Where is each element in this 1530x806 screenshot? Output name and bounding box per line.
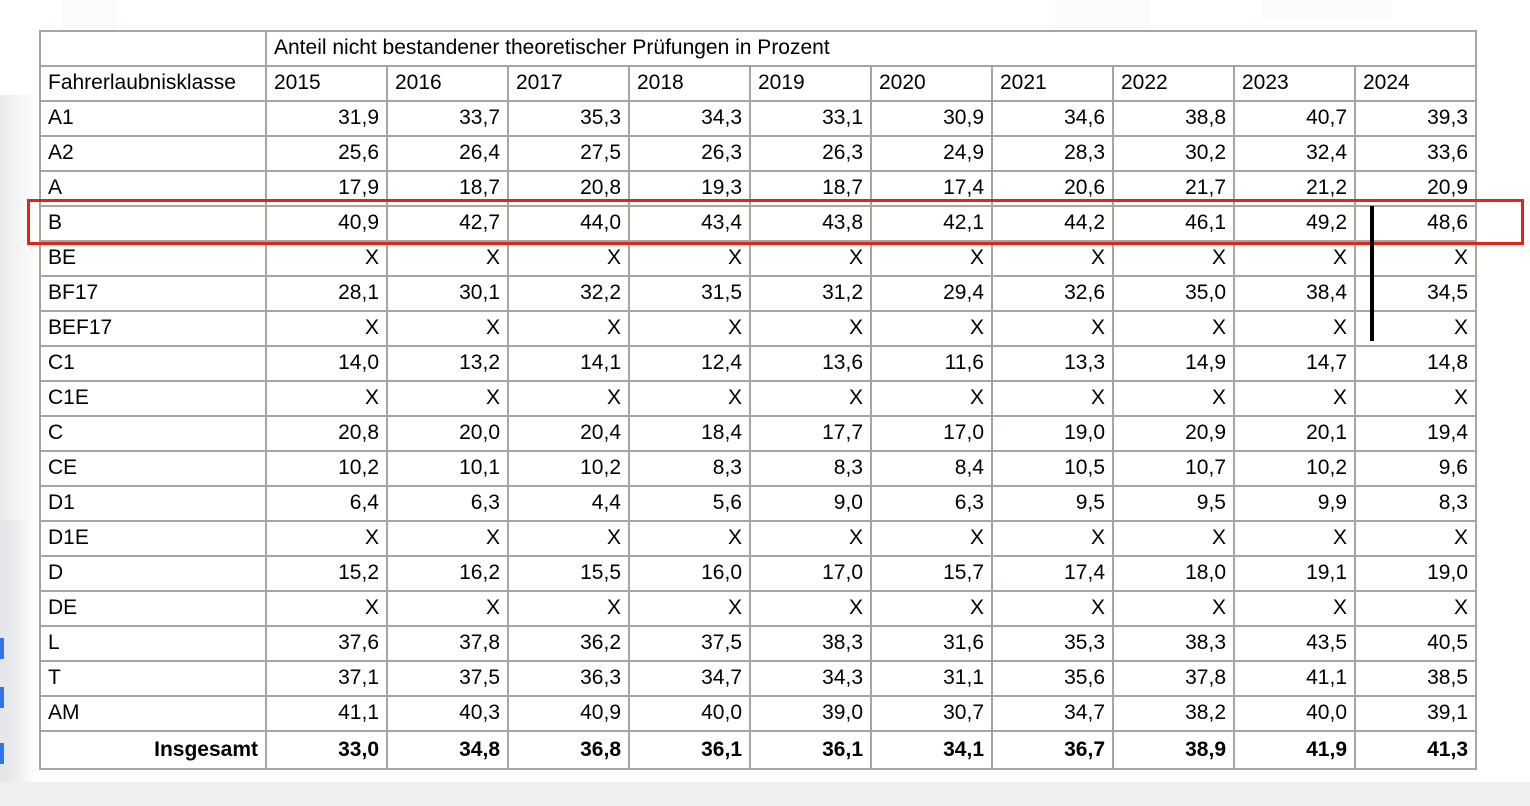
value-cell[interactable]: 26,3 (750, 136, 871, 171)
column-header-year[interactable]: 2023 (1234, 66, 1355, 101)
value-cell[interactable]: 30,9 (871, 101, 992, 136)
value-cell[interactable]: 30,7 (871, 696, 992, 731)
value-cell[interactable]: 15,2 (266, 556, 387, 591)
value-cell[interactable]: 9,5 (1113, 486, 1234, 521)
value-cell[interactable]: 10,2 (508, 451, 629, 486)
value-cell[interactable]: 10,7 (1113, 451, 1234, 486)
value-cell[interactable]: X (266, 311, 387, 346)
value-cell[interactable]: 17,4 (871, 171, 992, 206)
value-cell[interactable]: 14,1 (508, 346, 629, 381)
value-cell[interactable]: 40,0 (629, 696, 750, 731)
value-cell[interactable]: 9,5 (992, 486, 1113, 521)
value-cell[interactable]: 34,1 (871, 731, 992, 769)
value-cell[interactable]: X (992, 521, 1113, 556)
value-cell[interactable]: X (387, 381, 508, 416)
value-cell[interactable]: X (266, 521, 387, 556)
value-cell[interactable]: X (1113, 381, 1234, 416)
window-edge-artifact (0, 687, 4, 708)
row-label[interactable]: AM (40, 696, 266, 731)
value-cell[interactable]: X (1113, 311, 1234, 346)
value-cell[interactable]: 21,7 (1113, 171, 1234, 206)
value-cell[interactable]: 32,2 (508, 276, 629, 311)
column-header-year[interactable]: 2021 (992, 66, 1113, 101)
row-label[interactable]: BF17 (40, 276, 266, 311)
value-cell[interactable]: 8,3 (1355, 486, 1476, 521)
left-background-fold (0, 520, 30, 806)
value-cell[interactable]: 20,6 (992, 171, 1113, 206)
value-cell[interactable]: 17,9 (266, 171, 387, 206)
value-cell[interactable]: 43,8 (750, 206, 871, 241)
value-cell[interactable]: 17,7 (750, 416, 871, 451)
value-cell[interactable]: X (750, 521, 871, 556)
value-cell[interactable]: 37,5 (629, 626, 750, 661)
value-cell[interactable]: 40,3 (387, 696, 508, 731)
value-cell[interactable]: 6,3 (387, 486, 508, 521)
value-cell[interactable]: X (1234, 241, 1355, 276)
value-cell[interactable]: 20,9 (1355, 171, 1476, 206)
value-cell[interactable]: 37,1 (266, 661, 387, 696)
value-cell[interactable]: 8,4 (871, 451, 992, 486)
value-cell[interactable]: X (992, 591, 1113, 626)
value-cell[interactable]: 34,5 (1355, 276, 1476, 311)
window-edge-artifact (0, 638, 4, 659)
empty-corner-area (40, 31, 266, 66)
row-label[interactable]: D1 (40, 486, 266, 521)
value-cell[interactable]: X (1234, 381, 1355, 416)
value-cell[interactable]: 35,3 (992, 626, 1113, 661)
value-cell[interactable]: 4,4 (508, 486, 629, 521)
value-cell[interactable]: 19,1 (1234, 556, 1355, 591)
value-cell[interactable]: 40,0 (1234, 696, 1355, 731)
row-label[interactable]: C1E (40, 381, 266, 416)
value-cell[interactable]: 14,7 (1234, 346, 1355, 381)
value-cell[interactable]: X (629, 381, 750, 416)
value-cell[interactable]: 18,0 (1113, 556, 1234, 591)
table-row (40, 206, 1476, 241)
value-cell[interactable]: X (1355, 591, 1476, 626)
value-cell[interactable]: 31,6 (871, 626, 992, 661)
value-cell[interactable]: X (266, 241, 387, 276)
row-label[interactable]: D (40, 556, 266, 591)
value-cell[interactable]: 34,3 (629, 101, 750, 136)
value-cell[interactable]: 32,4 (1234, 136, 1355, 171)
value-cell[interactable]: 14,9 (1113, 346, 1234, 381)
table-row (40, 521, 1476, 556)
value-cell[interactable]: 39,1 (1355, 696, 1476, 731)
value-cell[interactable]: 31,5 (629, 276, 750, 311)
value-cell[interactable]: 43,4 (629, 206, 750, 241)
value-cell[interactable]: 17,4 (992, 556, 1113, 591)
value-cell[interactable]: X (1234, 311, 1355, 346)
value-cell[interactable]: 34,7 (992, 696, 1113, 731)
value-cell[interactable]: 42,7 (387, 206, 508, 241)
row-label[interactable]: B (40, 206, 266, 241)
value-cell[interactable]: 36,7 (992, 731, 1113, 769)
value-cell[interactable]: X (266, 381, 387, 416)
value-cell[interactable]: 34,6 (992, 101, 1113, 136)
row-label[interactable]: A2 (40, 136, 266, 171)
value-cell[interactable]: 8,3 (629, 451, 750, 486)
column-header-year[interactable]: 2022 (1113, 66, 1234, 101)
bottom-background-strip (0, 782, 1530, 806)
table-row (40, 276, 1476, 311)
value-cell[interactable]: 19,3 (629, 171, 750, 206)
value-cell[interactable]: 35,3 (508, 101, 629, 136)
table-row (40, 136, 1476, 171)
table-row (40, 731, 1476, 769)
value-cell[interactable]: 18,7 (387, 171, 508, 206)
value-cell[interactable]: 38,4 (1234, 276, 1355, 311)
value-cell[interactable]: X (1355, 241, 1476, 276)
column-header-class[interactable]: Fahrerlaubnisklasse (40, 66, 266, 101)
value-cell[interactable]: 31,2 (750, 276, 871, 311)
value-cell[interactable]: 37,6 (266, 626, 387, 661)
row-label[interactable]: BE (40, 241, 266, 276)
table-title[interactable]: Anteil nicht bestandener theoretischer Prüfungen in Prozent (266, 31, 1476, 66)
value-cell[interactable]: X (387, 311, 508, 346)
value-cell[interactable]: X (1113, 241, 1234, 276)
value-cell[interactable]: 13,2 (387, 346, 508, 381)
table-row (40, 591, 1476, 626)
value-cell[interactable]: 8,3 (750, 451, 871, 486)
column-header-year[interactable]: 2019 (750, 66, 871, 101)
row-label[interactable]: C (40, 416, 266, 451)
row-label[interactable]: A (40, 171, 266, 206)
table-row (40, 241, 1476, 276)
column-header-year[interactable]: 2024 (1355, 66, 1476, 101)
value-cell[interactable]: 33,1 (750, 101, 871, 136)
value-cell[interactable]: X (871, 381, 992, 416)
value-cell[interactable]: 43,5 (1234, 626, 1355, 661)
value-cell[interactable]: 39,0 (750, 696, 871, 731)
table-row (40, 661, 1476, 696)
table-row (40, 486, 1476, 521)
value-cell[interactable]: 35,6 (992, 661, 1113, 696)
value-cell[interactable]: 34,7 (629, 661, 750, 696)
row-label[interactable]: T (40, 661, 266, 696)
value-cell[interactable]: 33,0 (266, 731, 387, 769)
value-cell[interactable]: 38,9 (1113, 731, 1234, 769)
value-cell[interactable]: 20,1 (1234, 416, 1355, 451)
value-cell[interactable]: 30,2 (1113, 136, 1234, 171)
value-cell[interactable]: 34,8 (387, 731, 508, 769)
value-cell[interactable]: 12,4 (629, 346, 750, 381)
value-cell[interactable]: 26,4 (387, 136, 508, 171)
value-cell[interactable]: 9,0 (750, 486, 871, 521)
value-cell[interactable]: 48,6 (1355, 206, 1476, 241)
value-cell[interactable]: X (508, 311, 629, 346)
table-row (40, 416, 1476, 451)
value-cell[interactable]: X (508, 381, 629, 416)
value-cell[interactable]: X (750, 311, 871, 346)
value-cell[interactable]: X (750, 591, 871, 626)
value-cell[interactable]: X (266, 591, 387, 626)
value-cell[interactable]: 10,5 (992, 451, 1113, 486)
value-cell[interactable]: X (508, 241, 629, 276)
value-cell[interactable]: 36,8 (508, 731, 629, 769)
value-cell[interactable]: 37,5 (387, 661, 508, 696)
value-cell[interactable]: 24,9 (871, 136, 992, 171)
column-header-year[interactable]: 2017 (508, 66, 629, 101)
exam-failure-rate-table (39, 30, 1477, 770)
value-cell[interactable]: 38,2 (1113, 696, 1234, 731)
value-cell[interactable]: X (1355, 381, 1476, 416)
value-cell[interactable]: 34,3 (750, 661, 871, 696)
value-cell[interactable]: 14,8 (1355, 346, 1476, 381)
value-cell[interactable]: X (1355, 521, 1476, 556)
value-cell[interactable]: 36,1 (750, 731, 871, 769)
row-label[interactable]: BEF17 (40, 311, 266, 346)
value-cell[interactable]: X (750, 381, 871, 416)
value-cell[interactable]: 5,6 (629, 486, 750, 521)
column-header-year[interactable]: 2018 (629, 66, 750, 101)
value-cell[interactable]: 20,9 (1113, 416, 1234, 451)
value-cell[interactable]: 6,4 (266, 486, 387, 521)
row-label[interactable]: CE (40, 451, 266, 486)
row-label[interactable]: D1E (40, 521, 266, 556)
value-cell[interactable]: 20,0 (387, 416, 508, 451)
value-cell[interactable]: 15,7 (871, 556, 992, 591)
value-cell[interactable]: 36,3 (508, 661, 629, 696)
value-cell[interactable]: 17,0 (750, 556, 871, 591)
value-cell[interactable]: 41,1 (266, 696, 387, 731)
value-cell[interactable]: 40,7 (1234, 101, 1355, 136)
value-cell[interactable]: X (629, 241, 750, 276)
value-cell[interactable]: 39,3 (1355, 101, 1476, 136)
value-cell[interactable]: X (1234, 521, 1355, 556)
row-label[interactable]: L (40, 626, 266, 661)
value-cell[interactable]: 11,6 (871, 346, 992, 381)
value-cell[interactable]: 44,0 (508, 206, 629, 241)
value-cell[interactable]: 6,3 (871, 486, 992, 521)
table-title-row (40, 31, 1476, 66)
row-label[interactable]: C1 (40, 346, 266, 381)
value-cell[interactable]: 38,3 (750, 626, 871, 661)
value-cell[interactable]: X (992, 381, 1113, 416)
value-cell[interactable]: X (387, 241, 508, 276)
value-cell[interactable]: 13,3 (992, 346, 1113, 381)
value-cell[interactable]: 32,6 (992, 276, 1113, 311)
value-cell[interactable]: 40,9 (508, 696, 629, 731)
value-cell[interactable]: 9,9 (1234, 486, 1355, 521)
value-cell[interactable]: 38,3 (1113, 626, 1234, 661)
value-cell[interactable]: 26,3 (629, 136, 750, 171)
column-header-year[interactable]: 2015 (266, 66, 387, 101)
value-cell[interactable]: 20,4 (508, 416, 629, 451)
value-cell[interactable]: 9,6 (1355, 451, 1476, 486)
value-cell[interactable]: 33,7 (387, 101, 508, 136)
value-cell[interactable]: 35,0 (1113, 276, 1234, 311)
value-cell[interactable]: 17,0 (871, 416, 992, 451)
value-cell[interactable]: 41,1 (1234, 661, 1355, 696)
table-row (40, 626, 1476, 661)
value-cell[interactable]: 14,0 (266, 346, 387, 381)
value-cell[interactable]: X (750, 241, 871, 276)
table-row (40, 346, 1476, 381)
value-cell[interactable]: 38,8 (1113, 101, 1234, 136)
column-header-year[interactable]: 2020 (871, 66, 992, 101)
value-cell[interactable]: 31,9 (266, 101, 387, 136)
row-label[interactable]: DE (40, 591, 266, 626)
value-cell[interactable]: 49,2 (1234, 206, 1355, 241)
table-row (40, 171, 1476, 206)
row-label[interactable]: A1 (40, 101, 266, 136)
value-cell[interactable]: 37,8 (1113, 661, 1234, 696)
value-cell[interactable]: 36,2 (508, 626, 629, 661)
value-cell[interactable]: 19,4 (1355, 416, 1476, 451)
value-cell[interactable]: 19,0 (992, 416, 1113, 451)
window-edge-artifact (0, 743, 4, 764)
value-cell[interactable]: 41,9 (1234, 731, 1355, 769)
table-row (40, 696, 1476, 731)
table-row (40, 381, 1476, 416)
value-cell[interactable]: X (1234, 591, 1355, 626)
value-cell[interactable]: X (871, 591, 992, 626)
table-row (40, 311, 1476, 346)
value-cell[interactable]: 19,0 (1355, 556, 1476, 591)
value-cell[interactable]: X (992, 241, 1113, 276)
value-cell[interactable]: X (387, 591, 508, 626)
row-label[interactable]: Insgesamt (40, 731, 266, 769)
table-header-row (40, 66, 1476, 101)
value-cell[interactable]: X (1113, 591, 1234, 626)
value-cell[interactable]: X (871, 241, 992, 276)
value-cell[interactable]: 20,8 (508, 171, 629, 206)
value-cell[interactable]: X (629, 521, 750, 556)
value-cell[interactable]: 29,4 (871, 276, 992, 311)
value-cell[interactable]: 18,7 (750, 171, 871, 206)
value-cell[interactable]: X (992, 311, 1113, 346)
value-cell[interactable]: 31,1 (871, 661, 992, 696)
value-cell[interactable]: 10,1 (387, 451, 508, 486)
value-cell[interactable]: X (508, 521, 629, 556)
value-cell[interactable]: 40,5 (1355, 626, 1476, 661)
value-cell[interactable]: X (871, 311, 992, 346)
value-cell[interactable]: 36,1 (629, 731, 750, 769)
value-cell[interactable]: 40,9 (266, 206, 387, 241)
value-cell[interactable]: X (1113, 521, 1234, 556)
value-cell[interactable]: 33,6 (1355, 136, 1476, 171)
value-cell[interactable]: X (508, 591, 629, 626)
value-cell[interactable]: 28,1 (266, 276, 387, 311)
top-background-patch (1055, 0, 1150, 28)
value-cell[interactable]: 15,5 (508, 556, 629, 591)
value-cell[interactable]: 25,6 (266, 136, 387, 171)
value-cell[interactable]: 44,2 (992, 206, 1113, 241)
top-background-patch (1262, 0, 1392, 20)
value-cell[interactable]: X (871, 521, 992, 556)
value-cell[interactable]: 16,2 (387, 556, 508, 591)
value-cell[interactable]: 10,2 (266, 451, 387, 486)
value-cell[interactable]: X (629, 311, 750, 346)
value-cell[interactable]: 37,8 (387, 626, 508, 661)
value-cell[interactable]: 27,5 (508, 136, 629, 171)
value-cell[interactable]: 18,4 (629, 416, 750, 451)
value-cell[interactable]: 20,8 (266, 416, 387, 451)
column-header-year[interactable]: 2016 (387, 66, 508, 101)
value-cell[interactable]: 41,3 (1355, 731, 1476, 769)
value-cell[interactable]: X (629, 591, 750, 626)
value-cell[interactable]: X (387, 521, 508, 556)
table-row (40, 451, 1476, 486)
value-cell[interactable]: 30,1 (387, 276, 508, 311)
value-cell[interactable]: 10,2 (1234, 451, 1355, 486)
table-row (40, 556, 1476, 591)
value-cell[interactable]: X (1355, 311, 1476, 346)
value-cell[interactable]: 38,5 (1355, 661, 1476, 696)
value-cell[interactable]: 21,2 (1234, 171, 1355, 206)
value-cell[interactable]: 16,0 (629, 556, 750, 591)
value-cell[interactable]: 42,1 (871, 206, 992, 241)
value-cell[interactable]: 28,3 (992, 136, 1113, 171)
value-cell[interactable]: 13,6 (750, 346, 871, 381)
table-row (40, 101, 1476, 136)
value-cell[interactable]: 46,1 (1113, 206, 1234, 241)
